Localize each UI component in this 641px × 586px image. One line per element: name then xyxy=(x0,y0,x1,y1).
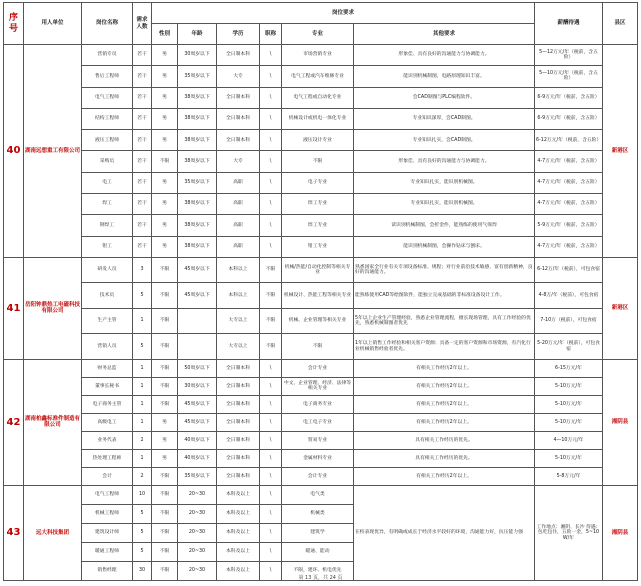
major: 机械、企业管理等相关专业 xyxy=(282,308,354,334)
headcount: 30 xyxy=(133,561,152,580)
table-row xyxy=(4,485,638,504)
education: 大专以上 xyxy=(217,308,260,334)
employer-name: 湖南柏鑫标准件制造有限公司 xyxy=(24,359,82,485)
header-unit: 用人单位 xyxy=(24,3,82,45)
other-requirements: 有相关工作经历2年以上。 xyxy=(354,467,535,485)
salary: 4-7万元/年（税前，含五险） xyxy=(535,236,603,257)
salary: 4-7万元/年（税前，含五险） xyxy=(535,172,603,193)
title: \ xyxy=(260,45,282,66)
table-row xyxy=(4,467,638,485)
row-seq: 42 xyxy=(4,359,24,485)
education: 全日制本科 xyxy=(217,395,260,413)
position-name: 研发人员 xyxy=(82,257,133,283)
major: 电气工程或汽车维修专业 xyxy=(282,66,354,87)
headcount: 5 xyxy=(133,283,152,309)
county-name: 湘阴县 xyxy=(603,359,638,485)
position-name: 技术员 xyxy=(82,283,133,309)
education: 本科及以上 xyxy=(217,561,260,580)
major: 机械类 xyxy=(282,504,354,523)
other-requirements: 1年以上销售工作经验和相关客户资源；具备一定的客户资源和市场资源，有汽化行业机械销售经验者优先。 xyxy=(354,334,535,360)
major: 不限 xyxy=(282,334,354,360)
table-row xyxy=(4,359,638,377)
education: 本科及以上 xyxy=(217,542,260,561)
table-row xyxy=(4,215,638,236)
salary: 5-10万元/年 xyxy=(535,395,603,413)
age: 45周岁以下 xyxy=(178,395,217,413)
position-name: 采购员 xyxy=(82,151,133,172)
headcount: 5 xyxy=(133,523,152,542)
salary: 5—12万元/年（税前，含五险） xyxy=(535,45,603,66)
title: \ xyxy=(260,172,282,193)
gender: 不限 xyxy=(152,467,178,485)
major: 会计专业 xyxy=(282,359,354,377)
header-major: 专业 xyxy=(282,24,354,45)
position-name: 高级电工 xyxy=(82,413,133,431)
table-row xyxy=(4,413,638,431)
header-requirements: 岗位要求 xyxy=(152,3,535,24)
title: \ xyxy=(260,467,282,485)
title: 不限 xyxy=(260,308,282,334)
title: \ xyxy=(260,542,282,561)
position-name: 财务总监 xyxy=(82,359,133,377)
age: 50周岁以下 xyxy=(178,359,217,377)
salary: 6-12万元/年（税前，含五险） xyxy=(535,130,603,151)
headcount: 若干 xyxy=(133,66,152,87)
other-requirements: 能熟练使用CAD等绘图软件，能独立完成基础的非标准设备设计工作。 xyxy=(354,283,535,309)
employer-name: 岳阳钟鼎热工电磁科技有限公司 xyxy=(24,257,82,359)
table-row xyxy=(4,66,638,87)
headcount: 10 xyxy=(133,485,152,504)
table-row xyxy=(4,395,638,413)
position-name: 电气工程师 xyxy=(82,485,133,504)
gender: 男 xyxy=(152,130,178,151)
other-requirements: 在校表现优异，有明确或成长于经济水平较好的环境，沟通能力好，抗压能力强 xyxy=(354,485,535,580)
education: 全日制本科 xyxy=(217,108,260,129)
position-name: 钢焊工 xyxy=(82,215,133,236)
header-count: 需求人数 xyxy=(133,3,152,45)
other-requirements: 能识别机械制图，电路原理知识丰富。 xyxy=(354,66,535,87)
salary: 6-9万元/年（税前，含五险） xyxy=(535,87,603,108)
age: 20~30 xyxy=(178,504,217,523)
header-row xyxy=(4,3,638,24)
table-row xyxy=(4,377,638,395)
gender: 不限 xyxy=(152,542,178,561)
other-requirements: 5年以上企业生产管理经验，熟悉企业管理流程，擅长现场管理，具有工作经验的优先，熟悉机械制图者优先 xyxy=(354,308,535,334)
gender: 男 xyxy=(152,172,178,193)
headcount: 5 xyxy=(133,504,152,523)
gender: 男 xyxy=(152,108,178,129)
age: 40周岁以下 xyxy=(178,431,217,449)
age xyxy=(178,334,217,360)
gender: 男 xyxy=(152,194,178,215)
major: 不限 xyxy=(282,151,354,172)
major: 贸易专业 xyxy=(282,431,354,449)
headcount: 若干 xyxy=(133,130,152,151)
age: 38周岁以下 xyxy=(178,215,217,236)
gender: 不限 xyxy=(152,257,178,283)
title: \ xyxy=(260,108,282,129)
gender: 男 xyxy=(152,45,178,66)
age: 20~30 xyxy=(178,485,217,504)
education: 本科以上 xyxy=(217,257,260,283)
major: 电气类 xyxy=(282,485,354,504)
row-seq: 43 xyxy=(4,485,24,580)
education: 高职 xyxy=(217,215,260,236)
title: 不限 xyxy=(260,334,282,360)
position-name: 生产主管 xyxy=(82,308,133,334)
major: 中文、企业管理、经济、法律等相关专业 xyxy=(282,377,354,395)
table-row xyxy=(4,449,638,467)
major: 会计专业 xyxy=(282,467,354,485)
age: 20~30 xyxy=(178,561,217,580)
major: 液压设计专业 xyxy=(282,130,354,151)
position-name: 营销专员 xyxy=(82,45,133,66)
gender: 男 xyxy=(152,431,178,449)
header-title: 职称 xyxy=(260,24,282,45)
title: \ xyxy=(260,504,282,523)
other-requirements: 具有相关工作经历的优先。 xyxy=(354,431,535,449)
header-seq: 序号 xyxy=(4,3,24,45)
age: 30周岁以下 xyxy=(178,377,217,395)
education: 本科及以上 xyxy=(217,504,260,523)
headcount: 1 xyxy=(133,395,152,413)
age: 38周岁以下 xyxy=(178,108,217,129)
table-row xyxy=(4,431,638,449)
education: 全日制本科 xyxy=(217,413,260,431)
salary: 4—10万元/年 xyxy=(535,431,603,449)
position-name: 钳工 xyxy=(82,236,133,257)
gender: 不限 xyxy=(152,395,178,413)
gender: 男 xyxy=(152,87,178,108)
headcount: 若干 xyxy=(133,108,152,129)
education: 全日制本科 xyxy=(217,45,260,66)
education: 大专以上 xyxy=(217,334,260,360)
gender: 不限 xyxy=(152,308,178,334)
row-seq: 40 xyxy=(4,45,24,258)
gender: 不限 xyxy=(152,151,178,172)
age: 45周岁以下 xyxy=(178,283,217,309)
gender: 不限 xyxy=(152,485,178,504)
major: 机械/热能/自动化控制等相关专业 xyxy=(282,257,354,283)
age: 38周岁以下 xyxy=(178,236,217,257)
headcount: 3 xyxy=(133,257,152,283)
title: \ xyxy=(260,561,282,580)
salary: 6-15万元/年 xyxy=(535,359,603,377)
age: 45周岁以下 xyxy=(178,413,217,431)
gender: 男 xyxy=(152,215,178,236)
salary: 4-7万元/年（税前，含五险） xyxy=(535,194,603,215)
table-row xyxy=(4,45,638,66)
age: 35周岁以下 xyxy=(178,66,217,87)
education: 高职 xyxy=(217,172,260,193)
position-name: 业务代表 xyxy=(82,431,133,449)
education: 全日制本科 xyxy=(217,130,260,151)
table-row xyxy=(4,257,638,283)
position-name: 电气工程师 xyxy=(82,87,133,108)
employer-name: 远大科技集团 xyxy=(24,485,82,580)
age: 38周岁以下 xyxy=(178,194,217,215)
major: 电子专业 xyxy=(282,172,354,193)
position-name: 董事长秘书 xyxy=(82,377,133,395)
table-row xyxy=(4,108,638,129)
position-name: 结构工程师 xyxy=(82,108,133,129)
gender: 不限 xyxy=(152,561,178,580)
title: \ xyxy=(260,215,282,236)
position-name: 热处理工程师 xyxy=(82,449,133,467)
other-requirements: 具有相关工作经历的优先。 xyxy=(354,449,535,467)
education: 全日制本科 xyxy=(217,377,260,395)
salary: 4-8万/年（税前），可包食宿 xyxy=(535,283,603,309)
major: 市场营销专业 xyxy=(282,45,354,66)
education: 本科及以上 xyxy=(217,485,260,504)
position-name: 电子商务主管 xyxy=(82,395,133,413)
gender: 不限 xyxy=(152,334,178,360)
salary: 6-12万/年（税前），可包食宿 xyxy=(535,257,603,283)
headcount: 若干 xyxy=(133,215,152,236)
age: 30周岁以下 xyxy=(178,45,217,66)
title: \ xyxy=(260,449,282,467)
salary: 5-8万元/年 xyxy=(535,467,603,485)
education: 全日制本科 xyxy=(217,431,260,449)
headcount: 1 xyxy=(133,449,152,467)
table-row xyxy=(4,172,638,193)
gender: 男 xyxy=(152,66,178,87)
table-row xyxy=(4,334,638,360)
table-row xyxy=(4,236,638,257)
education: 本科以上 xyxy=(217,283,260,309)
other-requirements: 会CAD制图与PLC编程软件。 xyxy=(354,87,535,108)
table-row xyxy=(4,283,638,309)
major: 不限，建环、机电优先 xyxy=(282,561,354,580)
other-requirements: 专业知识扎实，会CAD制图。 xyxy=(354,130,535,151)
gender: 不限 xyxy=(152,504,178,523)
salary: 4-7万元/年（税前，含五险） xyxy=(535,151,603,172)
salary: 5-20万元/年（税前），可包食宿 xyxy=(535,334,603,360)
education: 高职 xyxy=(217,236,260,257)
table-row xyxy=(4,130,638,151)
age: 45周岁以下 xyxy=(178,257,217,283)
header-county: 县区 xyxy=(603,3,638,45)
major: 机械设计、热能工程等相关专业 xyxy=(282,283,354,309)
age: 20~30 xyxy=(178,542,217,561)
salary: 5-10万元/年 xyxy=(535,413,603,431)
major: 电子商务专业 xyxy=(282,395,354,413)
header-education: 学历 xyxy=(217,24,260,45)
table-row xyxy=(4,194,638,215)
gender: 不限 xyxy=(152,283,178,309)
title: \ xyxy=(260,413,282,431)
other-requirements: 有相关工作经历2年以上。 xyxy=(354,359,535,377)
header-age: 年龄 xyxy=(178,24,217,45)
other-requirements: 专业知识扎实，能识别机械图。 xyxy=(354,172,535,193)
age: 35周岁以下 xyxy=(178,467,217,485)
other-requirements: 形象佳、具有良好的沟通能力与协调能力。 xyxy=(354,151,535,172)
headcount: 若干 xyxy=(133,172,152,193)
age: 40周岁以下 xyxy=(178,449,217,467)
page-footer: 第 13 页，共 24 页 xyxy=(298,575,343,581)
headcount: 5 xyxy=(133,542,152,561)
headcount: 若干 xyxy=(133,194,152,215)
title: \ xyxy=(260,523,282,542)
age xyxy=(178,308,217,334)
headcount: 若干 xyxy=(133,236,152,257)
salary: 7-10万（税前），可包食宿 xyxy=(535,308,603,334)
position-name: 电工 xyxy=(82,172,133,193)
education: 大专 xyxy=(217,151,260,172)
headcount: 1 xyxy=(133,413,152,431)
major: 金属材料专业 xyxy=(282,449,354,467)
age: 35周岁以下 xyxy=(178,172,217,193)
position-name: 售后工程师 xyxy=(82,66,133,87)
header-other: 其他要求 xyxy=(354,24,535,45)
title: \ xyxy=(260,194,282,215)
major: 建筑学 xyxy=(282,523,354,542)
title: 不限 xyxy=(260,257,282,283)
education: 大专 xyxy=(217,66,260,87)
title: \ xyxy=(260,151,282,172)
header-position: 岗位名称 xyxy=(82,3,133,45)
major: 电气工程或自动化专业 xyxy=(282,87,354,108)
education: 高职 xyxy=(217,194,260,215)
gender: 男 xyxy=(152,413,178,431)
gender: 不限 xyxy=(152,377,178,395)
headcount: 1 xyxy=(133,308,152,334)
salary: 5-10万元/年 xyxy=(535,449,603,467)
major: 机械设计或机电一体化专业 xyxy=(282,108,354,129)
title: \ xyxy=(260,359,282,377)
major: 电工电子专业 xyxy=(282,413,354,431)
header-gender: 性别 xyxy=(152,24,178,45)
education: 全日制本科 xyxy=(217,87,260,108)
county-name: 新港区 xyxy=(603,257,638,359)
other-requirements: 读识别机械制图，会折金件，能熟练的使用气保焊 xyxy=(354,215,535,236)
headcount: 若干 xyxy=(133,87,152,108)
age: 38周岁以下 xyxy=(178,151,217,172)
position-name: 建筑设计师 xyxy=(82,523,133,542)
salary: 6-9万元/年（税前，含五险） xyxy=(535,108,603,129)
major: 暖通、能动 xyxy=(282,542,354,561)
title: \ xyxy=(260,395,282,413)
employer-name: 湖南远想重工有限公司 xyxy=(24,45,82,258)
education: 全日制本科 xyxy=(217,449,260,467)
other-requirements: 有相关工作经历2年以上。 xyxy=(354,413,535,431)
position-name: 会计 xyxy=(82,467,133,485)
title: \ xyxy=(260,377,282,395)
education: 本科及以上 xyxy=(217,523,260,542)
salary: 5-9万元/年（税前，含五险） xyxy=(535,215,603,236)
other-requirements: 能识别机械制图，会操作钻床与刨床。 xyxy=(354,236,535,257)
age: 20~30 xyxy=(178,523,217,542)
other-requirements: 有相关工作经历2年以上。 xyxy=(354,377,535,395)
headcount: 5 xyxy=(133,334,152,360)
other-requirements: 熟悉国家全行业有关专项设备标准、规程；对行业前沿技术敏感，富有创新精神，良好的沟通能力。 xyxy=(354,257,535,283)
headcount: 2 xyxy=(133,467,152,485)
salary: 5-10万元/年 xyxy=(535,377,603,395)
other-requirements: 形象佳、具有良好的沟通能力与协调能力。 xyxy=(354,45,535,66)
other-requirements: 专业知识深厚，会CAD制图。 xyxy=(354,108,535,129)
gender: 不限 xyxy=(152,359,178,377)
headcount: 1 xyxy=(133,377,152,395)
position-name: 营销人员 xyxy=(82,334,133,360)
title: \ xyxy=(260,236,282,257)
age: 38周岁以下 xyxy=(178,87,217,108)
recruitment-table xyxy=(3,2,638,581)
table-row xyxy=(4,151,638,172)
county-name: 湘阴县 xyxy=(603,485,638,580)
education: 全日制本科 xyxy=(217,359,260,377)
gender: 男 xyxy=(152,236,178,257)
other-requirements: 有相关工作经历2年以上。 xyxy=(354,395,535,413)
header-salary: 薪酬待遇 xyxy=(535,3,603,45)
headcount: 若干 xyxy=(133,45,152,66)
position-name: 暖通工程师 xyxy=(82,542,133,561)
position-name: 液压工程师 xyxy=(82,130,133,151)
headcount: 1 xyxy=(133,359,152,377)
position-name: 焊工 xyxy=(82,194,133,215)
recruitment-table-sheet xyxy=(3,2,638,581)
title: \ xyxy=(260,87,282,108)
title: 不限 xyxy=(260,283,282,309)
major: 焊工专业 xyxy=(282,215,354,236)
headcount: 2 xyxy=(133,431,152,449)
age: 38周岁以下 xyxy=(178,130,217,151)
title: \ xyxy=(260,66,282,87)
title: \ xyxy=(260,431,282,449)
gender: 男 xyxy=(152,449,178,467)
salary: 工作地点：湘阴、长沙 待遇：包吃包住，五险一金，5~10W/年 xyxy=(535,485,603,580)
row-seq: 41 xyxy=(4,257,24,359)
county-name: 新港区 xyxy=(603,45,638,258)
position-name: 机械工程师 xyxy=(82,504,133,523)
position-name: 销售经理 xyxy=(82,561,133,580)
major: 钳工专业 xyxy=(282,236,354,257)
title: \ xyxy=(260,485,282,504)
title: \ xyxy=(260,130,282,151)
salary: 5—10万元/年（税前，含五险） xyxy=(535,66,603,87)
gender: 不限 xyxy=(152,523,178,542)
other-requirements: 专业知识扎实，能识别机械图。 xyxy=(354,194,535,215)
major: 焊工专业 xyxy=(282,194,354,215)
table-row xyxy=(4,87,638,108)
table-row xyxy=(4,308,638,334)
headcount: 若干 xyxy=(133,151,152,172)
education: 全日制本科 xyxy=(217,467,260,485)
